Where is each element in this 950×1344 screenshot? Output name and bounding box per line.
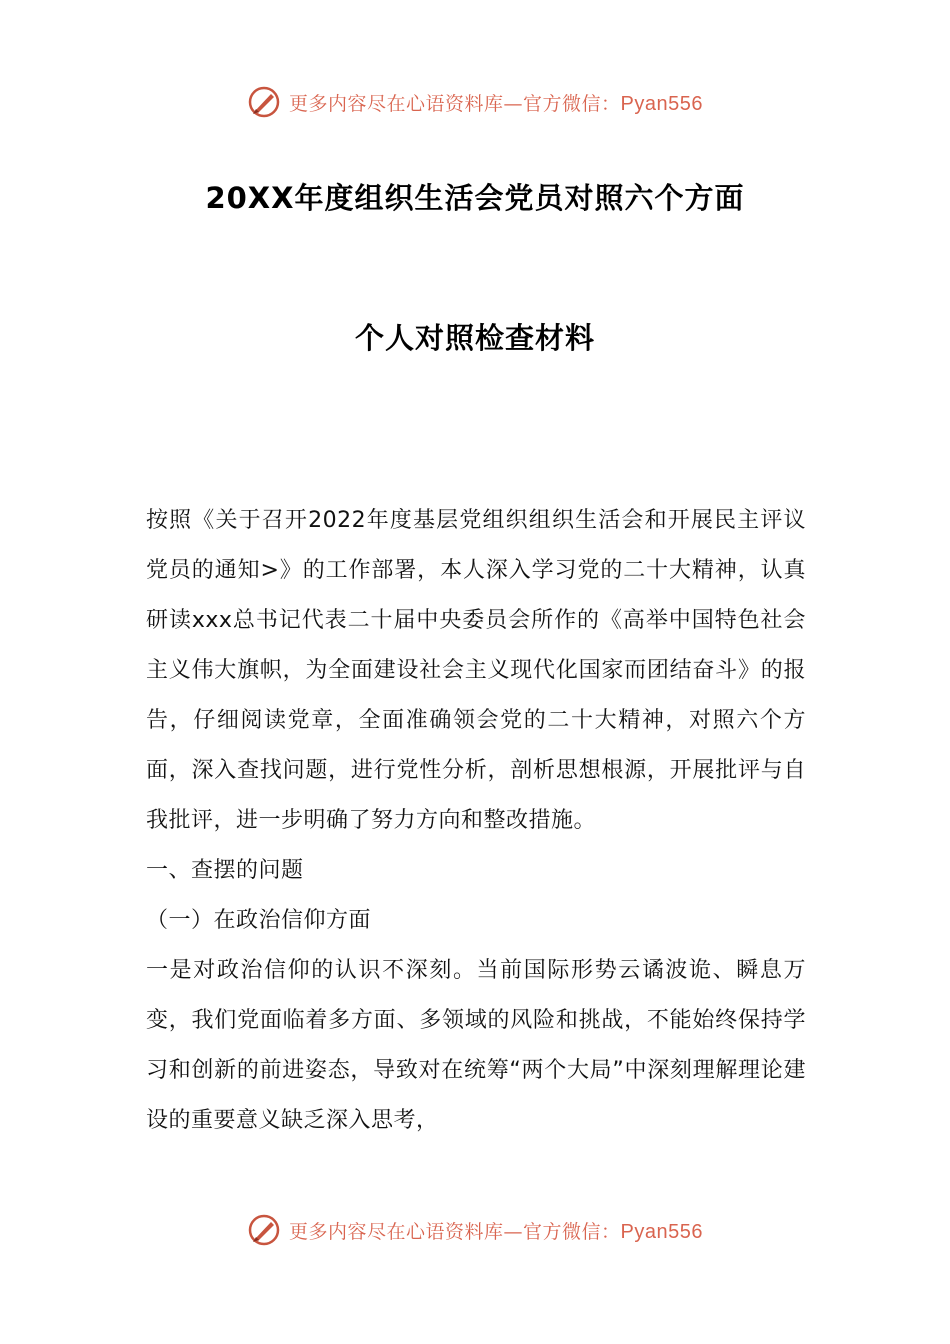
pen-logo-icon: [247, 1213, 281, 1247]
footer-watermark: [0, 1212, 950, 1248]
section-heading: 一、查摆的问题: [146, 858, 304, 883]
document-title-line2: 个人对照检查材料: [354, 321, 595, 355]
watermark-text: 更多内容尽在心语资料库—官方微信：Pyan556: [289, 1220, 703, 1243]
watermark-text: 更多内容尽在心语资料库—官方微信：Pyan556: [289, 92, 703, 115]
document-body: [146, 496, 806, 1146]
body-paragraph: 一是对政治信仰的认识不深刻。当前国际形势云谲波诡、瞬息万变，我们党面临着多方面、多领域的风险和挑战，不能始终保持学习和创新的前进姿态，导致对在统筹“两个大局”中深刻理解理论建设的重要意义缺乏深入思考，: [146, 958, 806, 1133]
header-watermark: [0, 84, 950, 120]
intro-paragraph: 按照《关于召开2022年度基层党组织组织生活会和开展民主评议党员的通知>》的工作部署，本人深入学习党的二十大精神，认真研读xxx总书记代表二十届中央委员会所作的《高举中国特色社会主义伟大旗帜，为全面建设社会主义现代化国家而团结奋斗》的报告，仔细阅读党章，全面准确领会党的二十大精神，对照六个方面，深入查找问题，进行党性分析，剖析思想根源，开展批评与自我批评，进一步明确了努力方向和整改措施。: [146, 508, 806, 833]
document-title-line1: 20XX年度组织生活会党员对照六个方面: [205, 181, 745, 215]
pen-logo-icon: [247, 85, 281, 119]
subsection-heading: （一）在政治信仰方面: [146, 908, 372, 933]
